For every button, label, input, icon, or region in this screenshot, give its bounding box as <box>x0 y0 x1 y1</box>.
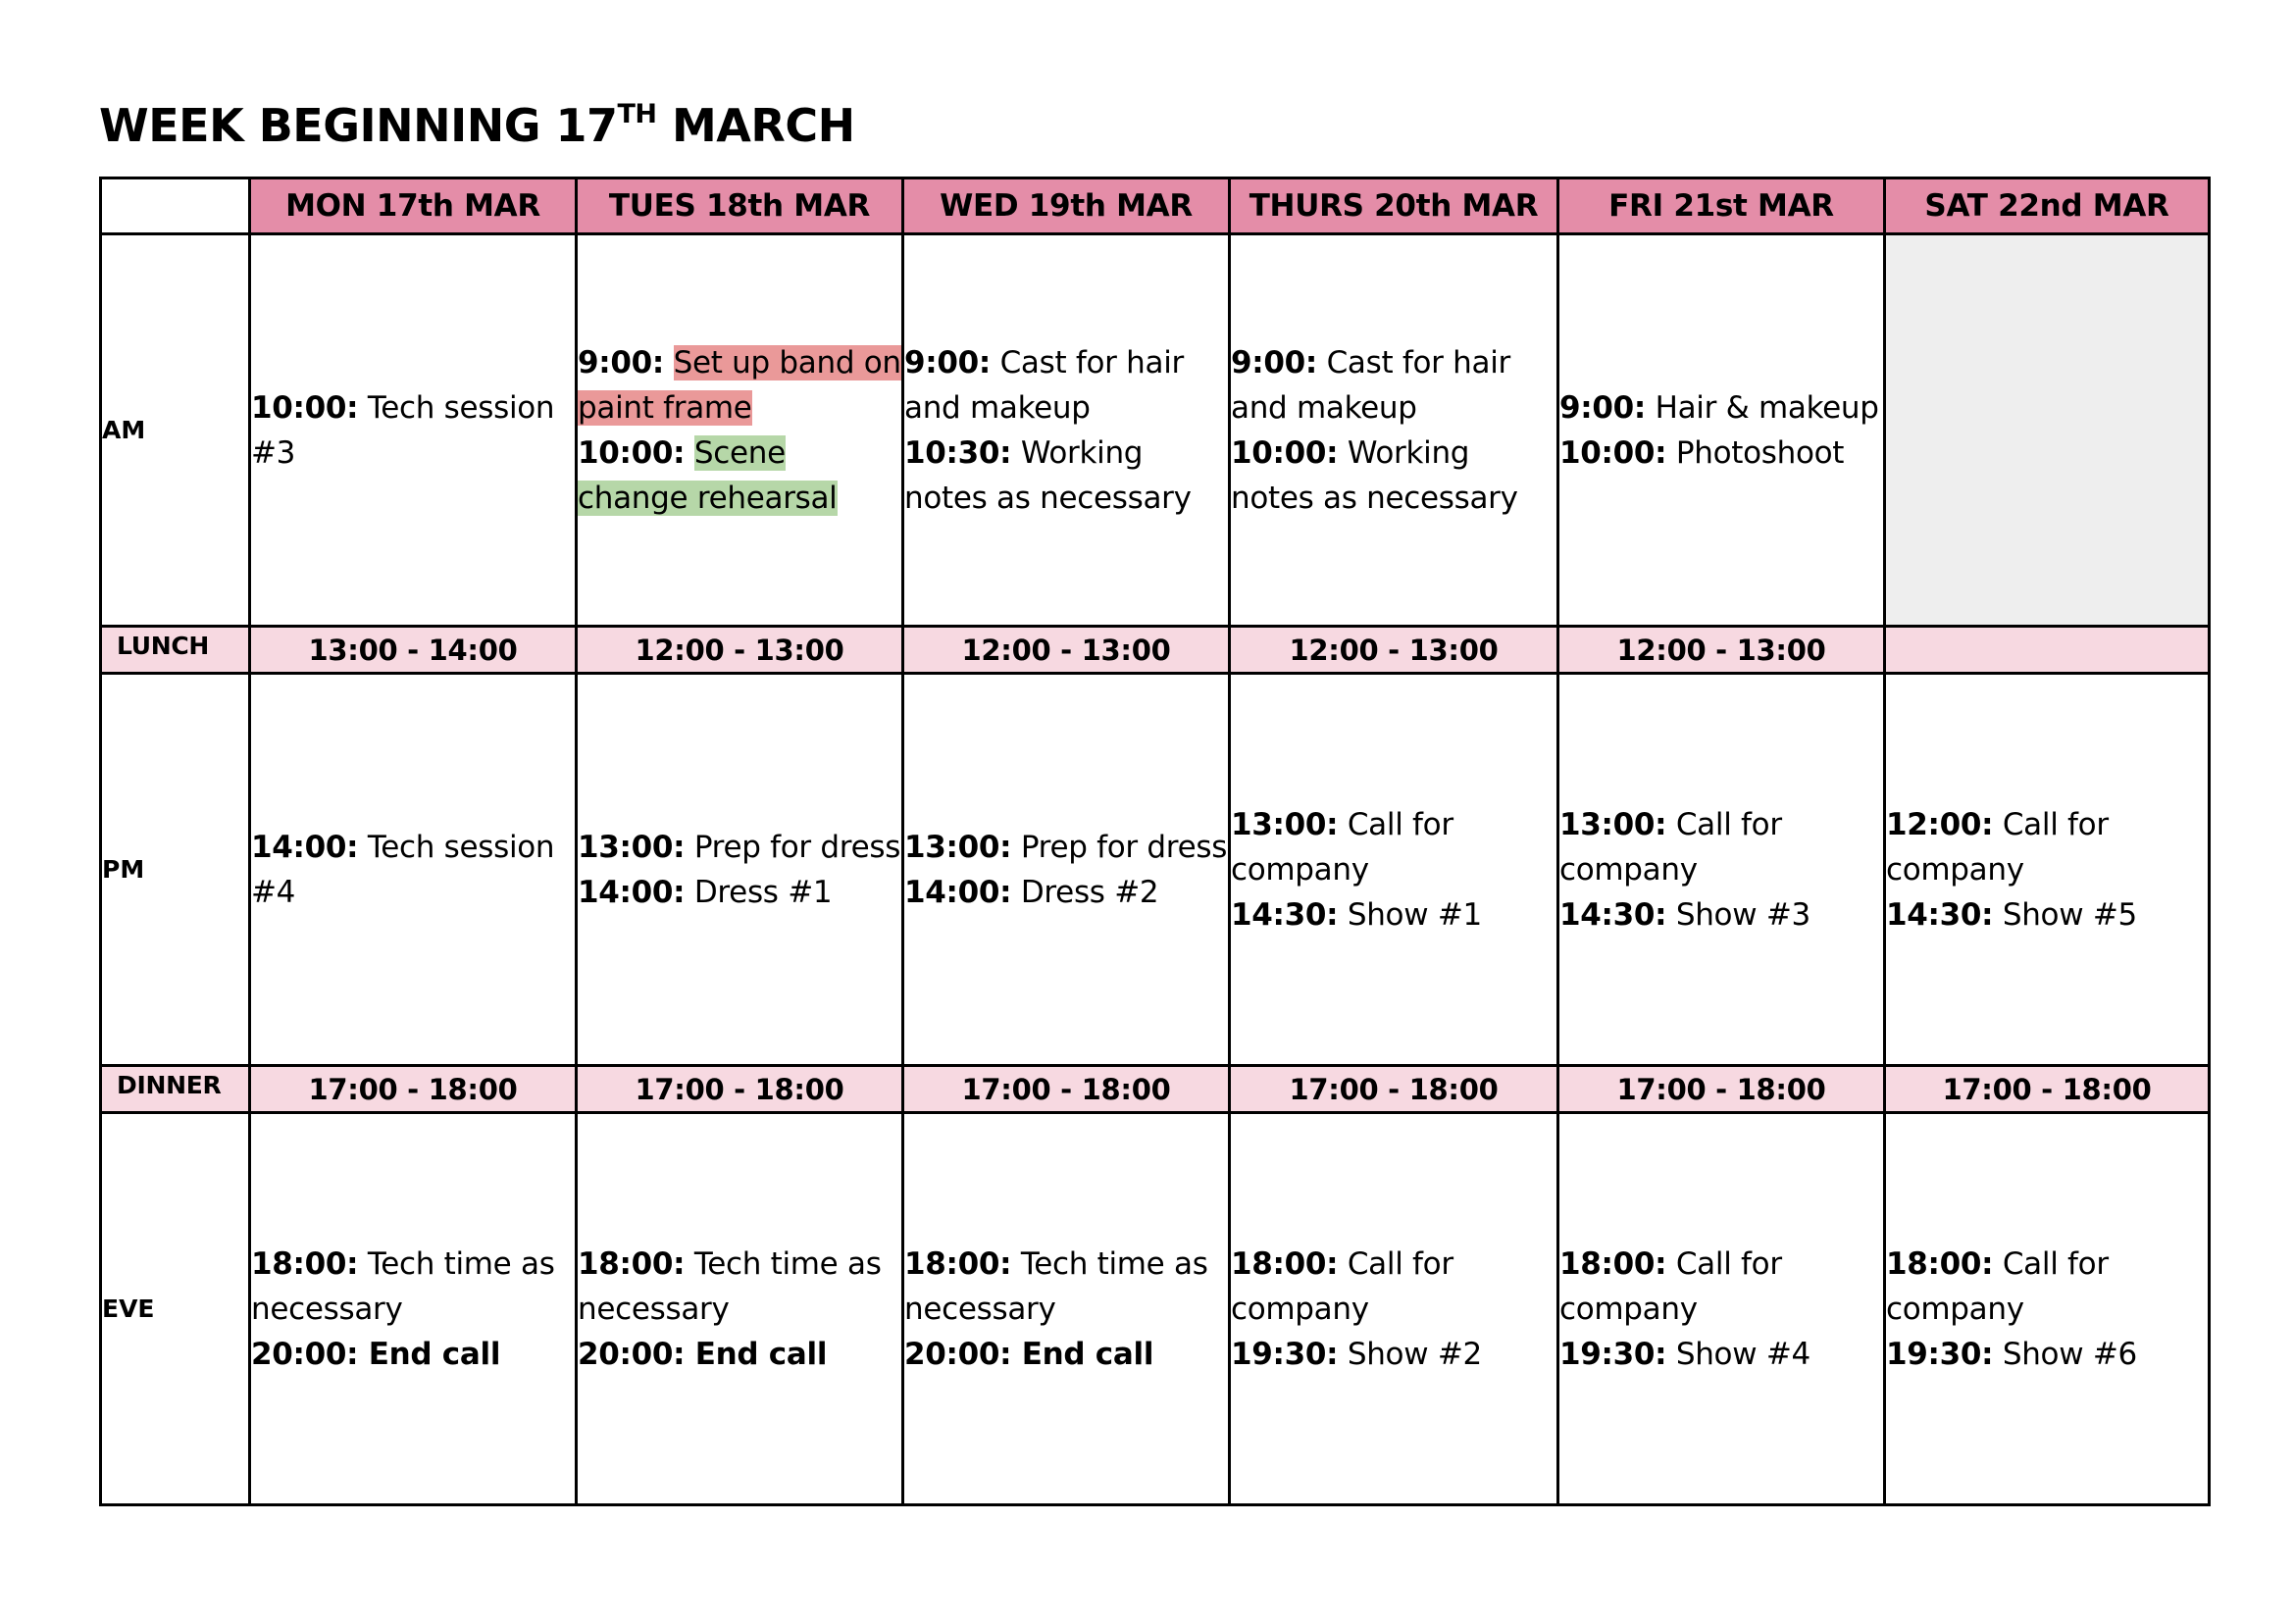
entry-text: Show #5 <box>1993 896 2137 933</box>
entry-text: Show #2 <box>1338 1336 1482 1372</box>
day-header-tue: TUES 18th MAR <box>577 178 903 234</box>
entry-time: 9:00: <box>1559 389 1647 426</box>
lunch-time-tue: 12:00 - 13:00 <box>577 627 903 674</box>
page-title <box>99 98 855 161</box>
entry-text: Dress #2 <box>1011 874 1159 910</box>
title-main: WEEK BEGINNING 17 <box>99 99 618 152</box>
entry-time: 18:00: <box>578 1245 686 1282</box>
entry-time: 18:00: <box>1231 1245 1339 1282</box>
dinner-time-mon: 17:00 - 18:00 <box>250 1066 577 1113</box>
pm-row <box>101 674 2210 1066</box>
entry-time: 14:30: <box>1559 896 1667 933</box>
dinner-time-wed: 17:00 - 18:00 <box>903 1066 1230 1113</box>
entry-text: Cast for hair and makeup <box>904 344 1184 426</box>
entry-time: 14:30: <box>1886 896 1994 933</box>
day-header-thu: THURS 20th MAR <box>1230 178 1558 234</box>
schedule-entry <box>251 825 575 915</box>
schedule-entry <box>1231 1332 1556 1377</box>
dinner-time-sat: 17:00 - 18:00 <box>1885 1066 2210 1113</box>
entry-time: 14:00: <box>251 829 359 865</box>
entry-text: Tech time as necessary <box>251 1245 555 1327</box>
entry-text: Tech session #4 <box>251 829 555 910</box>
schedule-entry <box>578 1242 901 1332</box>
am-slot-mon <box>250 234 577 627</box>
entry-text: End call <box>358 1336 501 1372</box>
day-header-mon: MON 17th MAR <box>250 178 577 234</box>
pm-slot-sat <box>1885 674 2210 1066</box>
pm-slot-tue <box>577 674 903 1066</box>
day-header-wed: WED 19th MAR <box>903 178 1230 234</box>
schedule-entry <box>251 1332 575 1377</box>
day-header-sat: SAT 22nd MAR <box>1885 178 2210 234</box>
entry-text: Working notes as necessary <box>904 434 1192 516</box>
schedule-entry <box>1559 802 1883 892</box>
entry-time: 19:30: <box>1559 1336 1667 1372</box>
schedule-entry <box>578 870 901 915</box>
pm-slot-wed <box>903 674 1230 1066</box>
pm-slot-thu <box>1230 674 1558 1066</box>
entry-time: 20:00: <box>578 1336 686 1372</box>
eve-slot-tue <box>577 1113 903 1505</box>
eve-slot-thu <box>1230 1113 1558 1505</box>
entry-text: Working notes as necessary <box>1231 434 1518 516</box>
dinner-row <box>101 1066 2210 1113</box>
schedule-entry <box>1559 892 1883 938</box>
row-label-lunch: LUNCH <box>101 627 250 674</box>
schedule-entry <box>904 1332 1228 1377</box>
corner-cell <box>101 178 250 234</box>
schedule-entry <box>578 340 901 431</box>
schedule-entry <box>1231 431 1556 521</box>
entry-time: 18:00: <box>904 1245 1012 1282</box>
am-slot-tue <box>577 234 903 627</box>
entry-text: Call for company <box>1559 806 1782 888</box>
day-header-fri: FRI 21st MAR <box>1558 178 1885 234</box>
lunch-time-mon: 13:00 - 14:00 <box>250 627 577 674</box>
entry-time: 10:30: <box>904 434 1012 471</box>
entry-text: Cast for hair and makeup <box>1231 344 1510 426</box>
entry-time: 9:00: <box>1231 344 1318 381</box>
pm-slot-mon <box>250 674 577 1066</box>
entry-time: 13:00: <box>1559 806 1667 842</box>
entry-time: 18:00: <box>251 1245 359 1282</box>
schedule-entry <box>1231 892 1556 938</box>
entry-text: Hair & makeup <box>1646 389 1879 426</box>
am-slot-thu <box>1230 234 1558 627</box>
schedule-entry <box>1559 1242 1883 1332</box>
schedule-entry <box>1559 1332 1883 1377</box>
entry-text: Show #4 <box>1666 1336 1810 1372</box>
entry-text: End call <box>685 1336 828 1372</box>
entry-text: Show #6 <box>1993 1336 2137 1372</box>
lunch-time-fri: 12:00 - 13:00 <box>1558 627 1885 674</box>
entry-text: Show #1 <box>1338 896 1482 933</box>
entry-text: Dress #1 <box>685 874 833 910</box>
schedule-entry <box>1231 1242 1556 1332</box>
lunch-time-sat <box>1885 627 2210 674</box>
eve-slot-sat <box>1885 1113 2210 1505</box>
entry-text-highlighted-green: Scene change rehearsal <box>578 434 838 516</box>
eve-row <box>101 1113 2210 1505</box>
row-label-am: AM <box>101 234 250 627</box>
schedule-entry <box>904 1242 1228 1332</box>
title-rest: MARCH <box>656 99 855 152</box>
entry-text: Tech time as necessary <box>578 1245 882 1327</box>
schedule-entry <box>904 870 1228 915</box>
entry-text: Photoshoot <box>1666 434 1845 471</box>
schedule-entry <box>1231 802 1556 892</box>
eve-slot-mon <box>250 1113 577 1505</box>
schedule-entry <box>251 385 575 476</box>
lunch-time-thu: 12:00 - 13:00 <box>1230 627 1558 674</box>
entry-time: 18:00: <box>1886 1245 1994 1282</box>
entry-time: 18:00: <box>1559 1245 1667 1282</box>
entry-text: Tech time as necessary <box>904 1245 1208 1327</box>
dinner-time-thu: 17:00 - 18:00 <box>1230 1066 1558 1113</box>
entry-time: 12:00: <box>1886 806 1994 842</box>
schedule-entry <box>578 431 901 521</box>
entry-text: Call for company <box>1231 806 1453 888</box>
schedule-entry <box>904 431 1228 521</box>
entry-text: Show #3 <box>1666 896 1810 933</box>
entry-text: Prep for dress <box>1011 829 1228 865</box>
entry-text: Call for company <box>1886 1245 2109 1327</box>
dinner-time-tue: 17:00 - 18:00 <box>577 1066 903 1113</box>
lunch-time-wed: 12:00 - 13:00 <box>903 627 1230 674</box>
schedule-entry <box>904 825 1228 870</box>
schedule-entry <box>1886 1332 2208 1377</box>
am-slot-sat-empty <box>1885 234 2210 627</box>
schedule-entry <box>1559 385 1883 431</box>
row-label-dinner: DINNER <box>101 1066 250 1113</box>
am-row <box>101 234 2210 627</box>
schedule-entry <box>1886 892 2208 938</box>
schedule-entry <box>251 1242 575 1332</box>
entry-text: Call for company <box>1231 1245 1453 1327</box>
schedule-entry <box>1231 340 1556 431</box>
entry-text: Call for company <box>1886 806 2109 888</box>
entry-text: Tech session #3 <box>251 389 555 471</box>
entry-time: 10:00: <box>1559 434 1667 471</box>
entry-time: 13:00: <box>1231 806 1339 842</box>
entry-time: 19:30: <box>1231 1336 1339 1372</box>
entry-time: 10:00: <box>578 434 686 471</box>
entry-time: 10:00: <box>1231 434 1339 471</box>
entry-time: 9:00: <box>904 344 992 381</box>
title-superscript: TH <box>617 99 657 129</box>
entry-text: End call <box>1011 1336 1154 1372</box>
entry-time: 20:00: <box>904 1336 1012 1372</box>
schedule-entry <box>578 1332 901 1377</box>
entry-time: 14:30: <box>1231 896 1339 933</box>
pm-slot-fri <box>1558 674 1885 1066</box>
row-label-pm: PM <box>101 674 250 1066</box>
row-label-eve: EVE <box>101 1113 250 1505</box>
schedule-entry <box>1886 802 2208 892</box>
entry-time: 19:30: <box>1886 1336 1994 1372</box>
schedule-entry <box>1559 431 1883 476</box>
am-slot-fri <box>1558 234 1885 627</box>
lunch-row <box>101 627 2210 674</box>
schedule-entry <box>1886 1242 2208 1332</box>
entry-time: 14:00: <box>578 874 686 910</box>
entry-time: 10:00: <box>251 389 359 426</box>
eve-slot-fri <box>1558 1113 1885 1505</box>
schedule-entry <box>904 340 1228 431</box>
entry-text: Prep for dress <box>685 829 901 865</box>
entry-text: Call for company <box>1559 1245 1782 1327</box>
entry-time: 14:00: <box>904 874 1012 910</box>
weekly-schedule-table <box>99 177 2211 1506</box>
am-slot-wed <box>903 234 1230 627</box>
entry-time: 20:00: <box>251 1336 359 1372</box>
schedule-entry <box>578 825 901 870</box>
dinner-time-fri: 17:00 - 18:00 <box>1558 1066 1885 1113</box>
entry-text-highlighted-red: Set up band on paint frame <box>578 344 901 426</box>
entry-time: 13:00: <box>578 829 686 865</box>
entry-time: 9:00: <box>578 344 665 381</box>
eve-slot-wed <box>903 1113 1230 1505</box>
entry-time: 13:00: <box>904 829 1012 865</box>
header-row <box>101 178 2210 234</box>
